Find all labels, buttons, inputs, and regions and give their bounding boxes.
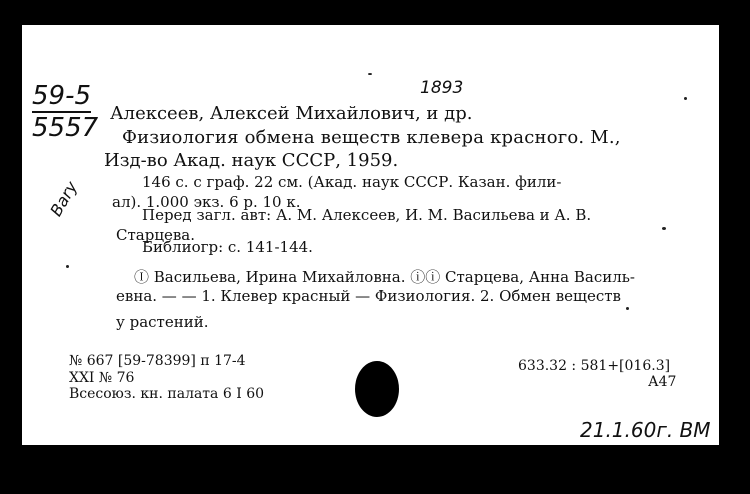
ink-speck xyxy=(626,307,629,310)
handwritten-side-note: Bary xyxy=(46,178,82,220)
volume-line: XXI № 76 xyxy=(69,370,135,386)
ink-speck xyxy=(684,97,687,100)
handwritten-shelfmark-bottom: 5557 xyxy=(32,113,99,143)
order-number-line: № 667 [59-78399] п 17-4 xyxy=(69,353,246,369)
collation-line-2: ал). 1.000 экз. 6 р. 10 к. xyxy=(112,193,301,211)
handwritten-date-note: 21.1.60г. ВМ xyxy=(580,418,711,442)
publisher-line: Изд-во Акад. наук СССР, 1959. xyxy=(104,150,399,171)
catalog-card xyxy=(22,25,719,445)
handwritten-year-note: 1893 xyxy=(420,78,464,98)
note-authors-line-2: Старцева. xyxy=(116,226,195,244)
book-chamber-line: Всесоюз. кн. палата 6 I 60 xyxy=(69,386,265,402)
ink-speck xyxy=(662,227,666,230)
punch-hole xyxy=(355,361,399,417)
ink-speck xyxy=(66,265,69,268)
classification-number: 633.32 : 581+[016.3] xyxy=(518,358,671,374)
tracing-line-1: Ⓘ Васильева, Ирина Михайловна. ⓘⓘ Старцева, Анна Василь- xyxy=(134,268,635,286)
handwritten-shelfmark-top: 59-5 xyxy=(32,81,92,111)
note-authors-line-1: Перед загл. авт: А. М. Алексеев, И. М. Васильева и А. В. xyxy=(142,206,592,224)
author-mark: А47 xyxy=(648,374,677,390)
collation-line-1: 146 с. с граф. 22 см. (Акад. наук СССР. Казан. фили- xyxy=(142,173,562,191)
ink-speck xyxy=(368,73,372,75)
tracing-line-2: евна. — — 1. Клевер красный — Физиология. 2. Обмен веществ xyxy=(116,287,621,305)
title-line: Физиология обмена веществ клевера красного. М., xyxy=(122,127,621,148)
tracing-line-3: у растений. xyxy=(116,313,209,331)
bibliography-note: Библиогр: с. 141-144. xyxy=(142,238,313,256)
author-heading: Алексеев, Алексей Михайлович, и др. xyxy=(110,103,473,124)
